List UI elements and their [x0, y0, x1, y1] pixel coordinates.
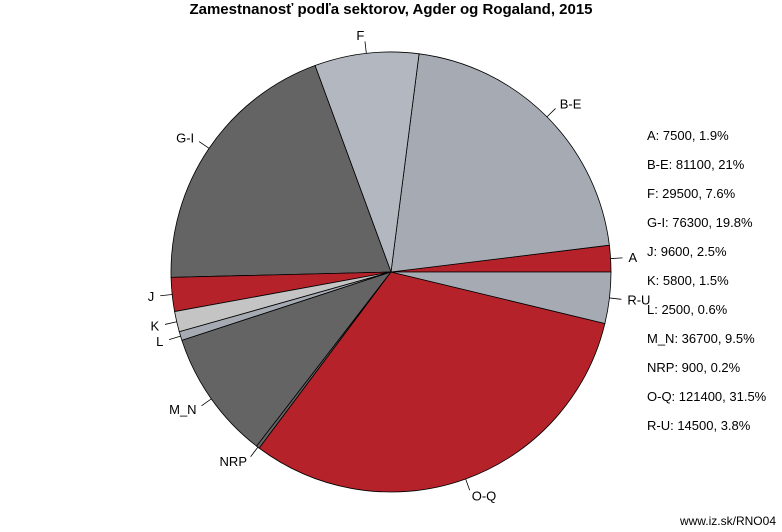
legend-entry: NRP: 900, 0.2% [647, 360, 741, 375]
legend-entry: O-Q: 121400, 31.5% [647, 389, 767, 404]
leader-line-nrp [251, 447, 258, 457]
slice-label-k: K [150, 318, 160, 334]
legend-entry: M_N: 36700, 9.5% [647, 331, 755, 346]
legend-entry: R-U: 14500, 3.8% [647, 418, 751, 433]
slice-label-a: A [628, 249, 638, 265]
slice-label-r-u: R-U [627, 292, 651, 308]
slice-label-nrp: NRP [219, 453, 247, 469]
leader-line-k [165, 322, 177, 325]
pie-slice-b-e [391, 54, 609, 272]
legend-entry: G-I: 76300, 19.8% [647, 215, 753, 230]
legend-entry: B-E: 81100, 21% [647, 157, 745, 172]
slice-label-l: L [156, 333, 164, 349]
slice-label-m_n: M_N [169, 401, 197, 417]
source-link[interactable]: www.iz.sk/RNO04 [679, 514, 776, 528]
legend-entry: J: 9600, 2.5% [647, 244, 727, 259]
slice-label-o-q: O-Q [471, 488, 497, 504]
leader-line-a [611, 258, 623, 259]
legend-entry: A: 7500, 1.9% [647, 128, 729, 143]
leader-line-l [169, 336, 180, 339]
leader-line-r-u [609, 298, 621, 299]
legend [647, 121, 766, 440]
slice-label-j: J [147, 288, 155, 304]
leader-line-g-i [199, 142, 209, 149]
legend-entry: K: 5800, 1.5% [647, 273, 729, 288]
slice-label-f: F [356, 28, 365, 43]
leader-line-m_n [201, 399, 211, 406]
chart-title: Zamestnanosť podľa sektorov, Agder og Rogaland, 2015 [189, 1, 593, 18]
leader-line-o-q [466, 479, 470, 490]
legend-entry: F: 29500, 7.6% [647, 186, 736, 201]
slice-label-b-e: B-E [559, 96, 582, 112]
slice-label-g-i: G-I [176, 130, 195, 146]
leader-line-j [160, 295, 172, 296]
leader-line-b-e [547, 108, 556, 116]
legend-entry: L: 2500, 0.6% [647, 302, 728, 317]
leader-line-f [365, 41, 366, 53]
